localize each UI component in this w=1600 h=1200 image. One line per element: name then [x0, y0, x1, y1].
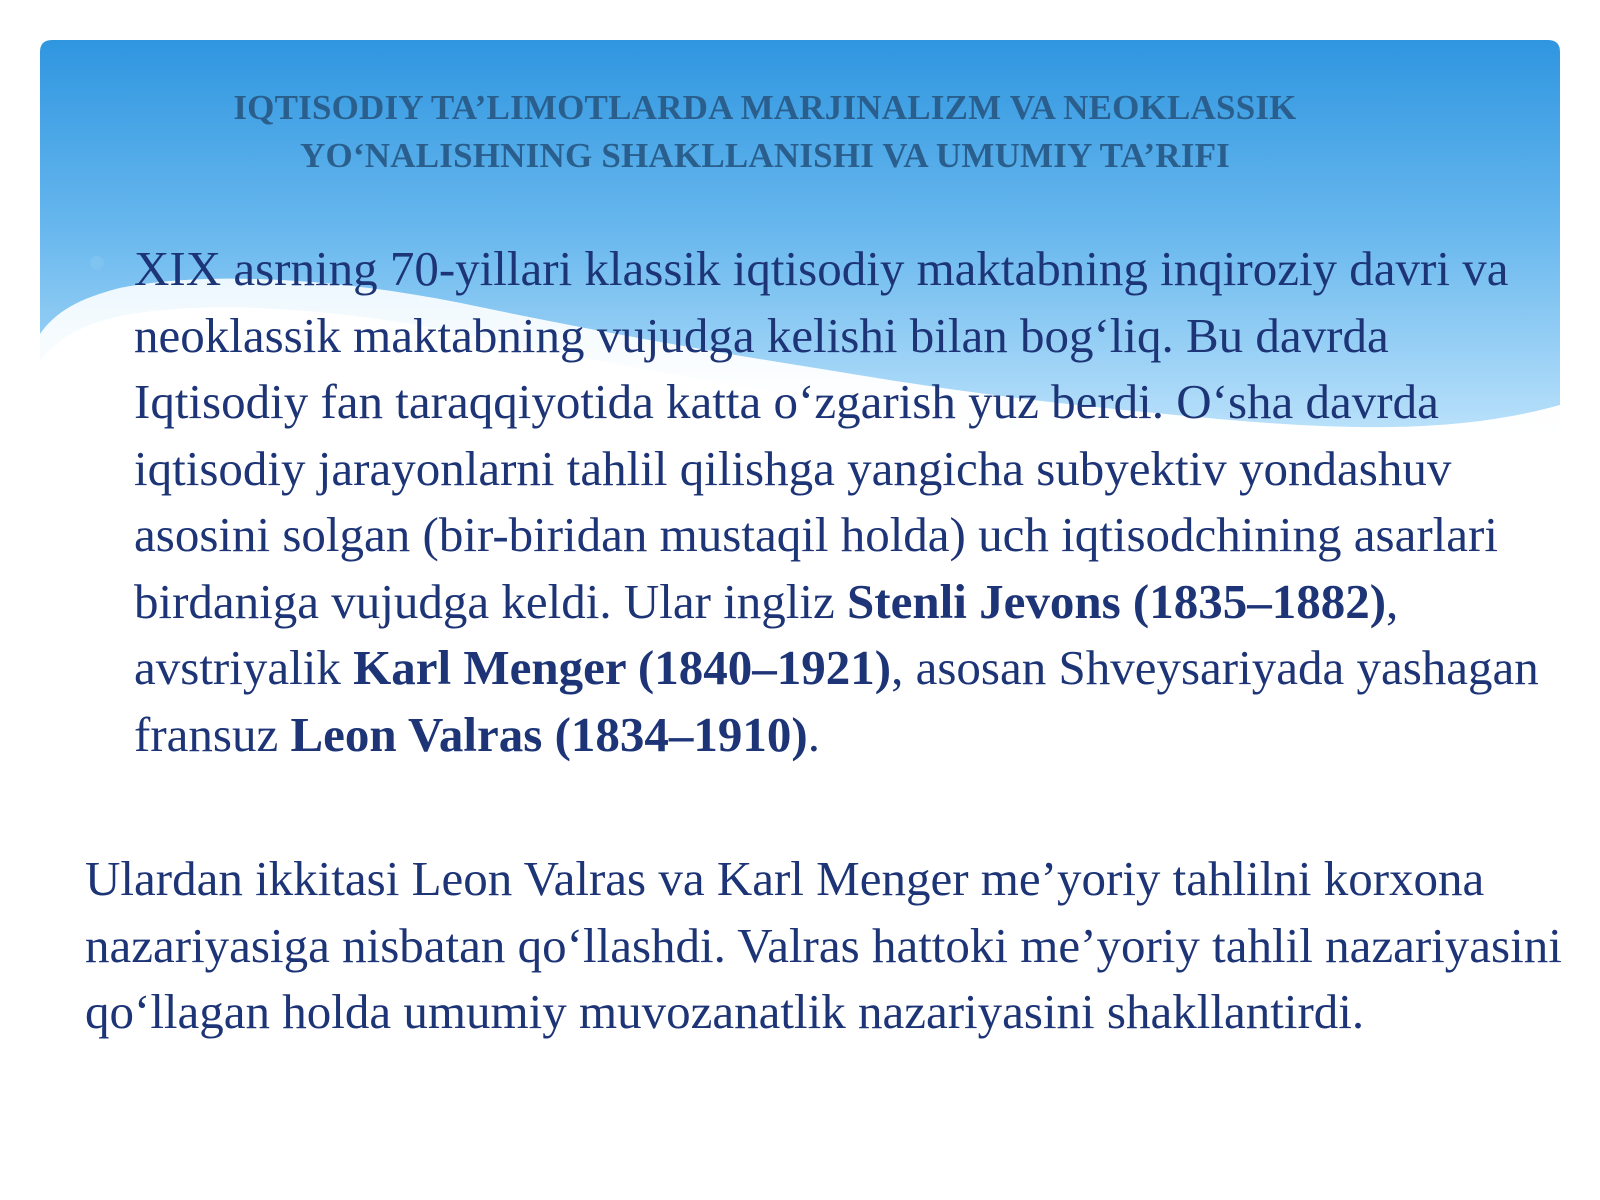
slide-title-line-1: IQTISODIY TA’LIMOTLARDA MARJINALIZM VA NEOKLASSIK — [233, 88, 1297, 127]
bullet-text-part-2: , avstriyalik — [134, 573, 1399, 695]
author-menger: Karl Menger (1840–1921) — [353, 640, 892, 695]
author-valras: Leon Valras (1834–1910) — [290, 706, 808, 762]
slide-title-line-2: YO‘NALISHNING SHAKLLANISHI VA UMUMIY TA’RIFI — [300, 136, 1230, 175]
bullet-text-part-1: XIX asrning 70-yillari klassik iqtisodiy maktabning inqiroziy davri va neoklassik maktabning vujudga kelishi bilan bog‘liq. Bu davrda Iqtisodiy fan taraqqiyotida katta o‘zgarish yuz berdi. O‘sha davrda iqtisodiy jarayonlarni tahlil qilishga yangicha subyektiv yondashuv asosini solgan (bir-biridan mustaqil holda) uch iqtisodchining asarlari birdaniga vujudga keldi. Ular ingliz — [134, 241, 1509, 629]
author-jevons: Stenli Jevons (1835–1882) — [847, 573, 1387, 629]
body-paragraph: Ulardan ikkitasi Leon Valras va Karl Menger me’yoriy tahlilni korxona nazariyasiga nisbatan qo‘llashdi. Valras hattoki me’yoriy tahlil nazariyasini qo‘llagan holda umumiy muvozanatlik nazariyasini shakllantirdi. — [85, 851, 1562, 1039]
bullet-text — [134, 236, 1574, 768]
slide-title — [140, 84, 1390, 180]
bullet-text-part-4: . — [807, 706, 820, 762]
bullet-text-part-3: , asosan Shveysariyada yashagan fransuz — [134, 640, 1539, 762]
bullet-dot-icon — [90, 256, 104, 270]
